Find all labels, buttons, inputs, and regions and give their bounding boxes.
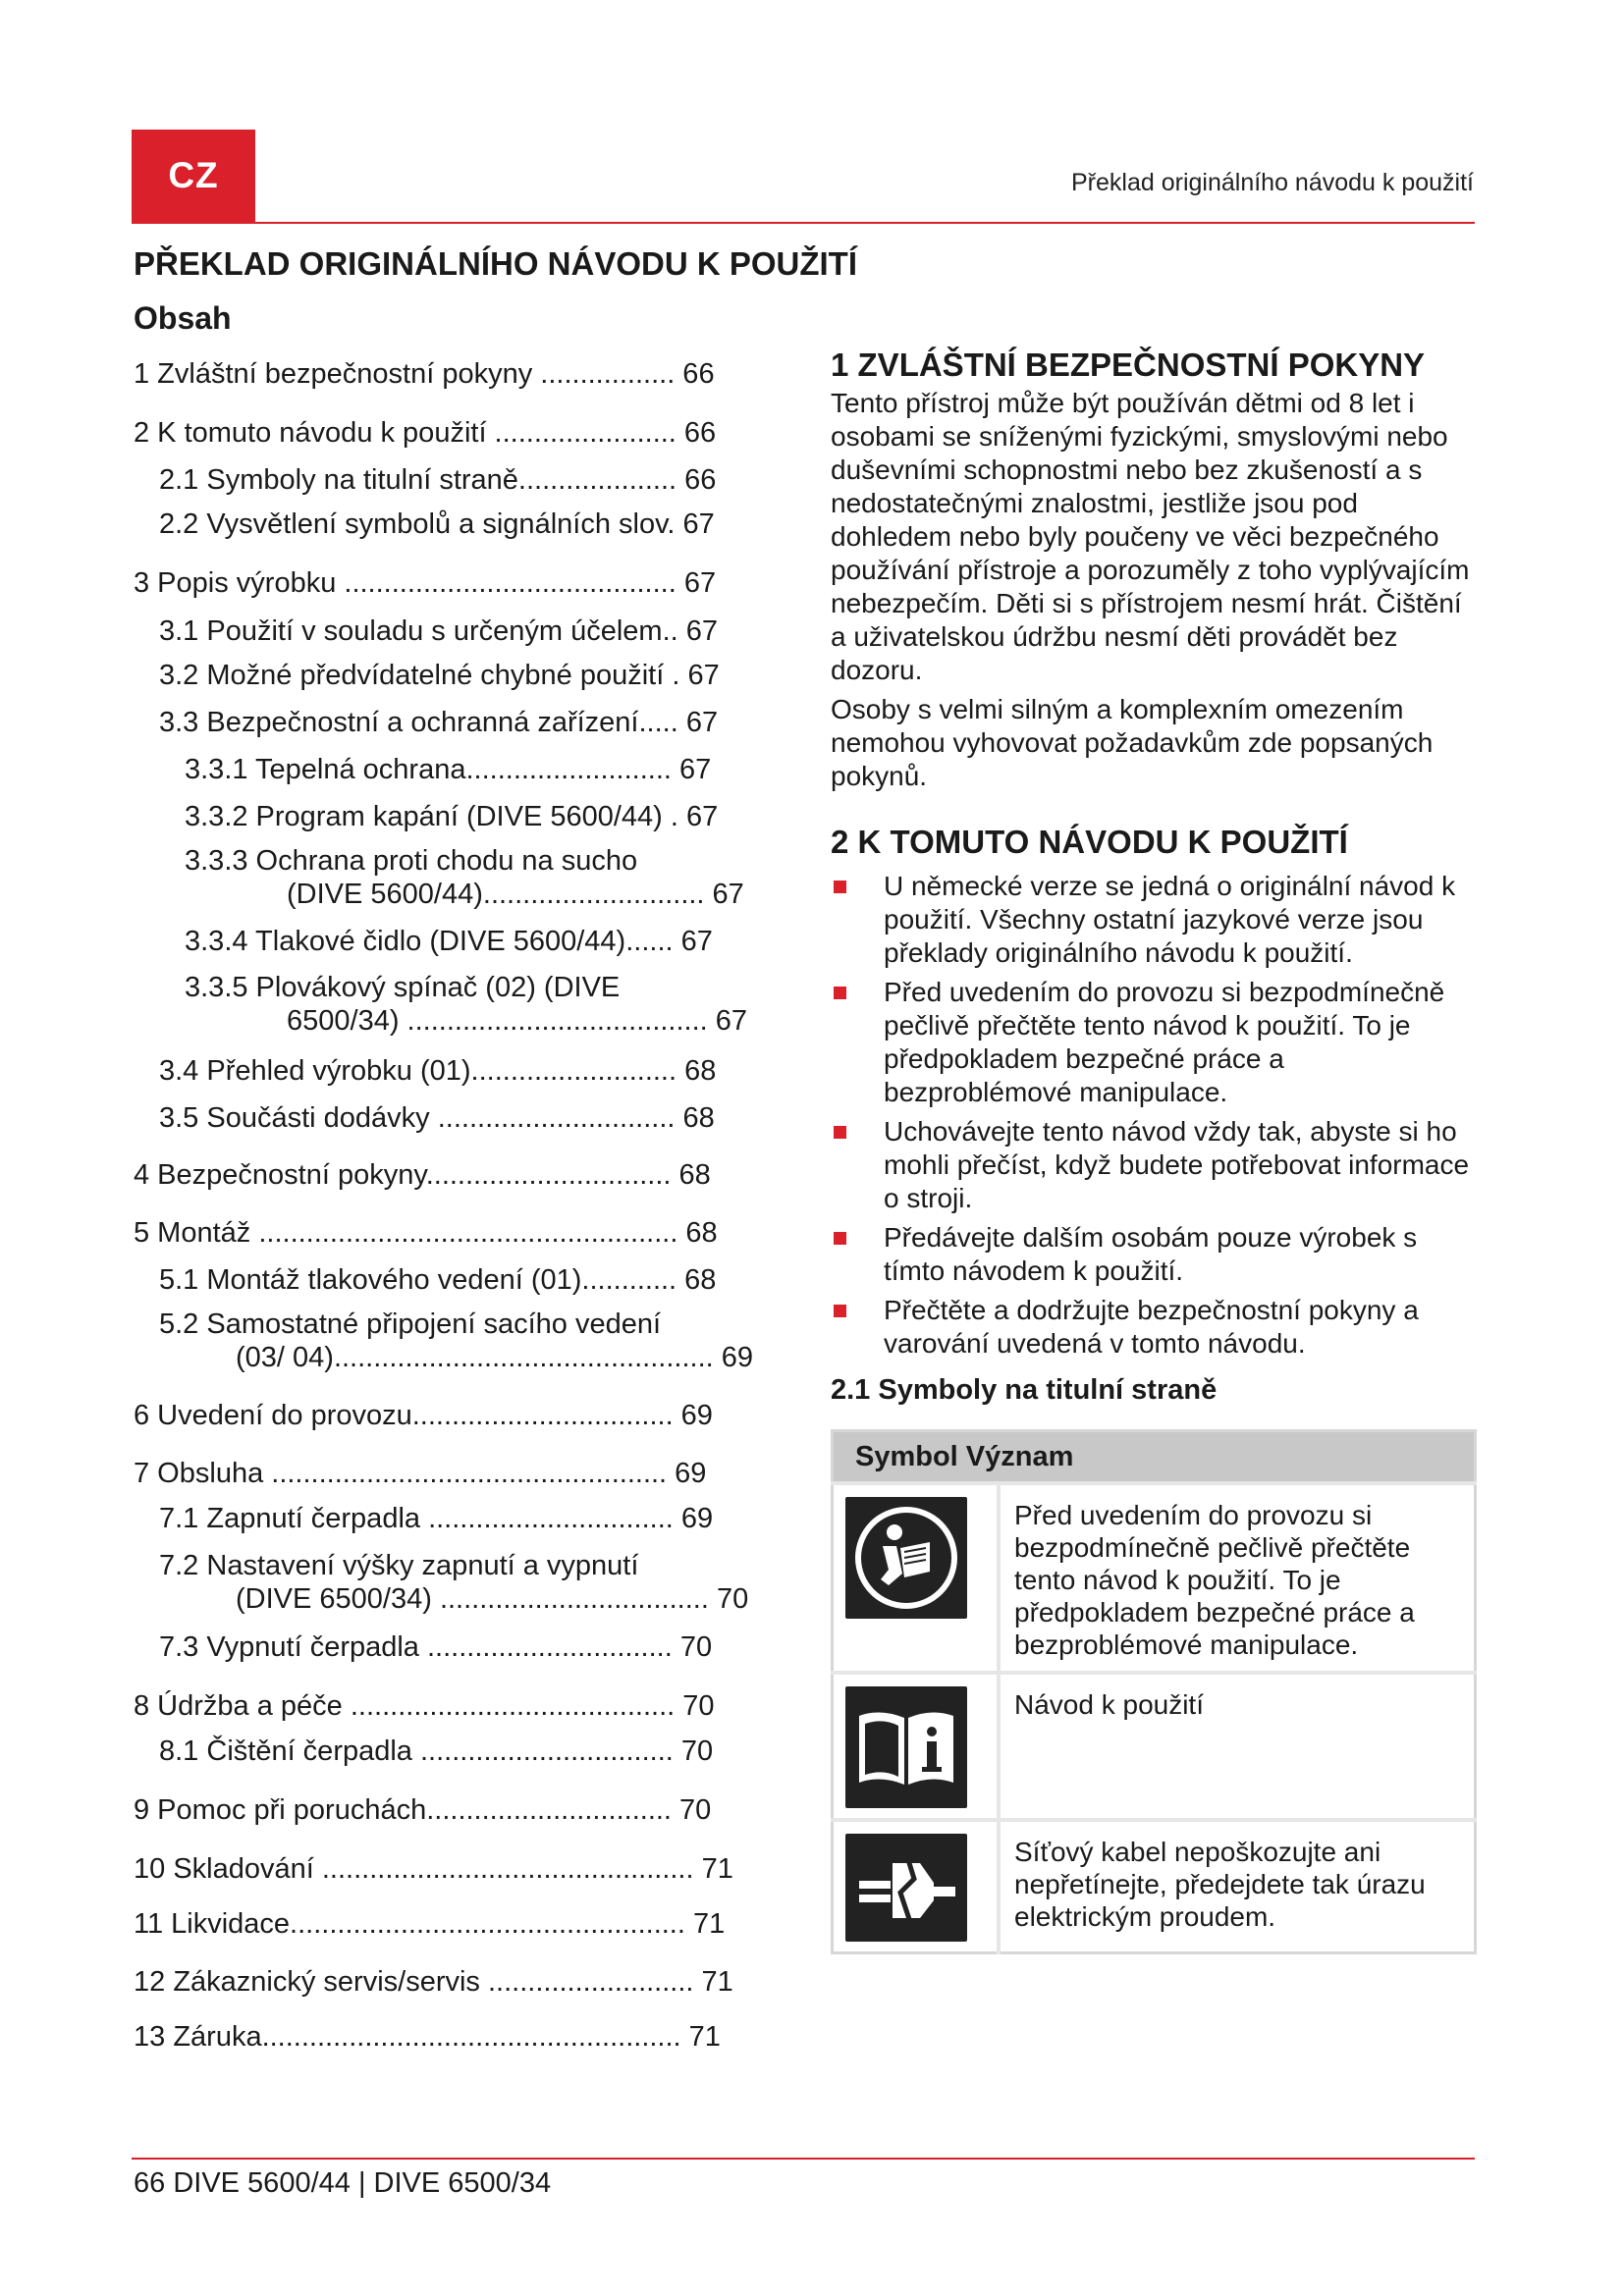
- toc-entry-text: 7.2 Nastavení výšky zapnutí a vypnutí: [159, 1550, 639, 1581]
- symbol-table: [831, 1429, 1477, 1954]
- table-row: [833, 1820, 1476, 1953]
- toc-entry-7[interactable]: 7 Obsluha .................................................. 69: [134, 1458, 707, 1489]
- toc-entry-8[interactable]: 8 Údržba a péče ......................................... 70: [134, 1690, 715, 1722]
- toc-entry-5-1[interactable]: 5.1 Montáž tlakového vedení (01)............ 68: [159, 1264, 717, 1296]
- toc-entry-13[interactable]: 13 Záruka..................................................... 71: [134, 2021, 721, 2053]
- toc-entry-10[interactable]: 10 Skladování ............................................... 71: [134, 1853, 733, 1885]
- table-row: [833, 1673, 1476, 1820]
- toc-entry-continuation: (DIVE 6500/34) .................................. 70: [236, 1583, 749, 1615]
- section-2-1-heading: 2.1 Symboly na titulní straně: [831, 1374, 1218, 1406]
- bullet-square-icon: [834, 1126, 846, 1139]
- toc-entry-continuation: (DIVE 5600/44)............................ 67: [287, 879, 744, 910]
- manual-info-book-icon: [845, 1686, 967, 1808]
- symbol-cell: [833, 1820, 1000, 1953]
- meaning-cell: Síťový kabel nepoškozujte ani nepřetínejte, předejdete tak úrazu elektrickým proudem.: [999, 1820, 1476, 1953]
- bullet-text: U německé verze se jedná o originální návod k použití. Všechny ostatní jazykové verze jsou překlady originálního návodu k použití.: [884, 871, 1456, 968]
- toc-heading: Obsah: [134, 300, 232, 336]
- toc-entry-text: 5.2 Samostatné připojení sacího vedení: [159, 1308, 662, 1340]
- toc-entry-3-3-4[interactable]: 3.3.4 Tlakové čidlo (DIVE 5600/44)...... 67: [185, 926, 713, 957]
- symbol-cell: [833, 1673, 1000, 1820]
- bullet-text: Před uvedením do provozu si bezpodmínečně pečlivě přečtěte tento návod k použití. To je předpokladem bezpečné práce a bezproblémové manipulace.: [884, 977, 1445, 1107]
- toc-entry-continuation: (03/ 04)................................................ 69: [236, 1342, 753, 1373]
- toc-entry-11[interactable]: 11 Likvidace.................................................. 71: [134, 1908, 726, 1940]
- toc-entry-8-1[interactable]: 8.1 Čištění čerpadla ................................ 70: [159, 1735, 714, 1767]
- section-1-paragraph-2: Osoby s velmi silným a komplexním omezením nemohou vyhovovat požadavkům zde popsaných pokynů.: [831, 694, 1434, 791]
- section-2-bullet-list: [831, 870, 1479, 1361]
- toc-entry-3-3-1[interactable]: 3.3.1 Tepelná ochrana.......................... 67: [185, 754, 712, 785]
- damaged-plug-icon: [845, 1834, 967, 1942]
- toc-entry-text: 3.3.5 Plovákový spínač (02) (DIVE: [185, 972, 621, 1003]
- symbol-table-header: Symbol Význam: [833, 1431, 1476, 1484]
- toc-entry-2-1[interactable]: 2.1 Symboly na titulní straně.................... 66: [159, 464, 717, 496]
- section-2-heading: 2 K TOMUTO NÁVODU K POUŽITÍ: [831, 824, 1348, 860]
- bullet-square-icon: [834, 1232, 846, 1245]
- footer-page-info: 66 DIVE 5600/44 | DIVE 6500/34: [134, 2167, 552, 2199]
- toc-entry-4[interactable]: 4 Bezpečnostní pokyny............................... 68: [134, 1159, 711, 1191]
- running-title: Překlad originálního návodu k použití: [1071, 169, 1474, 196]
- page-title: PŘEKLAD ORIGINÁLNÍHO NÁVODU K POUŽITÍ: [134, 245, 858, 282]
- toc-entry-5[interactable]: 5 Montáž ..................................................... 68: [134, 1217, 718, 1249]
- bullet-text: Předávejte dalším osobám pouze výrobek s tímto návodem k použití.: [884, 1222, 1418, 1286]
- read-manual-person-icon: [845, 1497, 967, 1619]
- toc-entry-text: 3.3.3 Ochrana proti chodu na sucho: [185, 845, 638, 877]
- section-1-paragraph-1: Tento přístroj může být používán dětmi od 8 let i osobami se sníženými fyzickými, smyslovými nebo duševními schopnostmi nebo bez zkušeností a s nedostatečnými znalostmi, jestliže jsou pod dohledem nebo byly poučeny ve věci bezpečného používání přístroje a porozuměly z toho vyplývajícím nebezpečím. Děti si s přístrojem nesmí hrát. Čištění a uživatelskou údržbu nesmí děti provádět bez dozoru.: [831, 388, 1470, 685]
- toc-entry-3[interactable]: 3 Popis výrobku .......................................... 67: [134, 567, 717, 599]
- toc-entry-9[interactable]: 9 Pomoc při poruchách............................... 70: [134, 1794, 712, 1826]
- meaning-cell: Návod k použití: [999, 1673, 1476, 1820]
- toc-entry-3-3[interactable]: 3.3 Bezpečnostní a ochranná zařízení..... 67: [159, 707, 719, 738]
- bullet-square-icon: [834, 987, 846, 999]
- header-divider: [132, 222, 1475, 224]
- toc-entry-3-3-5[interactable]: [185, 971, 747, 1038]
- bullet-item: [831, 870, 1479, 970]
- bullet-text: Přečtěte a dodržujte bezpečnostní pokyny a varování uvedená v tomto návodu.: [884, 1295, 1419, 1359]
- toc-entry-12[interactable]: 12 Zákaznický servis/servis .......................... 71: [134, 1966, 733, 1998]
- footer-divider: [132, 2158, 1475, 2160]
- language-badge: CZ: [132, 130, 255, 222]
- toc-entry-2-2[interactable]: 2.2 Vysvětlení symbolů a signálních slov. 67: [159, 508, 715, 540]
- right-column: [831, 346, 1479, 1954]
- toc-entry-3-1[interactable]: 3.1 Použití v souladu s určeným účelem.. 67: [159, 615, 719, 647]
- toc-entry-3-4[interactable]: 3.4 Přehled výrobku (01).......................... 68: [159, 1055, 717, 1087]
- symbol-cell: [833, 1483, 1000, 1673]
- toc-entry-continuation: 6500/34) ...................................... 67: [287, 1005, 748, 1037]
- bullet-item: [831, 1294, 1479, 1361]
- bullet-square-icon: [834, 881, 846, 893]
- section-1-heading: 1 ZVLÁŠTNÍ BEZPEČNOSTNÍ POKYNY: [831, 347, 1426, 383]
- toc-entry-7-2[interactable]: [159, 1549, 748, 1616]
- toc-entry-5-2[interactable]: [159, 1308, 753, 1374]
- toc-entry-3-2[interactable]: 3.2 Možné předvídatelné chybné použití . 67: [159, 660, 720, 691]
- meaning-cell: Před uvedením do provozu si bezpodmínečně pečlivě přečtěte tento návod k použití. To je předpokladem bezpečné práce a bezproblémové manipulace.: [999, 1483, 1476, 1673]
- toc-entry-1[interactable]: 1 Zvláštní bezpečnostní pokyny ................. 66: [134, 358, 715, 390]
- toc-entry-6[interactable]: 6 Uvedení do provozu................................. 69: [134, 1400, 713, 1431]
- bullet-item: [831, 1221, 1479, 1288]
- bullet-text: Uchovávejte tento návod vždy tak, abyste si ho mohli přečíst, když budete potřebovat informace o stroji.: [884, 1116, 1470, 1213]
- toc-entry-3-3-2[interactable]: 3.3.2 Program kapání (DIVE 5600/44) . 67: [185, 801, 719, 832]
- toc-entry-2[interactable]: 2 K tomuto návodu k použití ....................... 66: [134, 417, 717, 449]
- bullet-item: [831, 976, 1479, 1109]
- toc-entry-3-3-3[interactable]: [185, 844, 744, 911]
- toc-entry-3-5[interactable]: 3.5 Součásti dodávky .............................. 68: [159, 1102, 715, 1134]
- toc-entry-7-3[interactable]: 7.3 Vypnutí čerpadla ............................... 70: [159, 1631, 713, 1663]
- bullet-square-icon: [834, 1305, 846, 1317]
- bullet-item: [831, 1115, 1479, 1215]
- toc-entry-7-1[interactable]: 7.1 Zapnutí čerpadla ............................... 69: [159, 1503, 714, 1534]
- table-row: [833, 1483, 1476, 1673]
